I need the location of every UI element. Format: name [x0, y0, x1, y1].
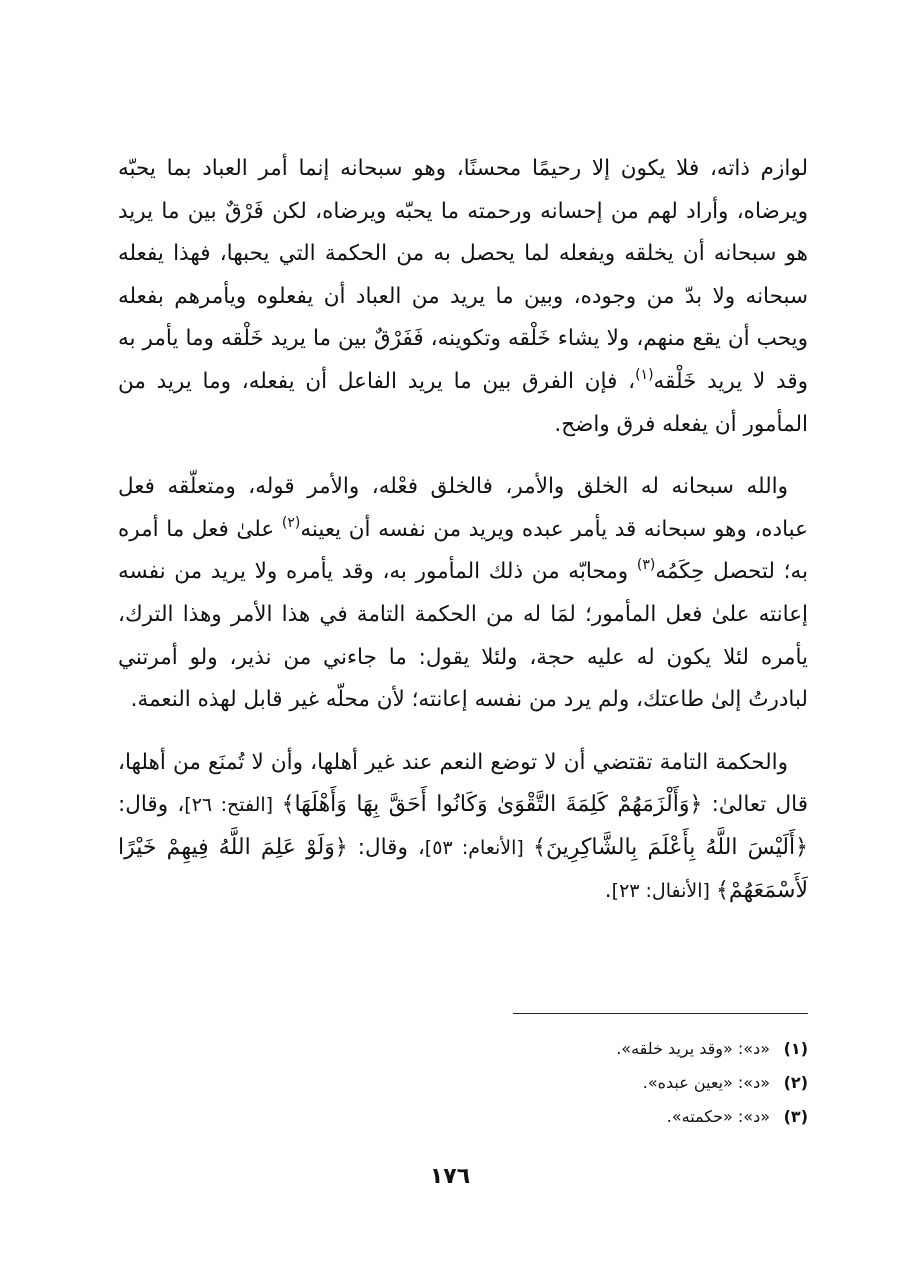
footnote-2 [408, 1066, 808, 1100]
footnote-number: (١) [783, 1039, 808, 1058]
paragraph-2-part-1: والله سبحانه له الخلق والأمر، فالخلق فعْله، والأمر قوله، ومتعلّقه فعل عباده، وهو سبحانه قد يأمر عبده ويريد من نفسه أن يعينه [118, 474, 809, 542]
paragraph-1-text: لوازم ذاته، فلا يكون إلا رحيمًا محسنًا، وهو سبحانه إنما أمر العباد بما يحبّه ويرضاه، وأراد لهم من إحسانه ورحمته ما يحبّه ويرضاه، لكن فَرْقٌ بين ما يريد هو سبحانه أن يخلقه ويفعله لما يحصل به من الحكمة التي يحبها، فهذا يفعله سبحانه ولا بدّ من وجوده، وبين ما يريد من العباد أن يفعلوه ويأمرهم بفعله ويحب أن يقع منهم، ولا يشاء خَلْقه وتكوينه، فَفَرْقٌ بين ما يريد خَلْقه وما يأمر به وقد لا يريد خَلْقه [118, 156, 808, 394]
paragraph-1-tail: ، فإن الفرق بين ما يريد الفاعل أن يفعله، وما يريد من المأمور أن يفعله فرق واضح. [118, 368, 808, 437]
footnote-number: (٣) [783, 1107, 808, 1126]
footnote-ref-1[interactable]: (١) [635, 366, 654, 383]
footnote-1 [408, 1032, 808, 1066]
verse-citation-2: [الأنعام: ٥٣] [424, 836, 534, 859]
paragraph-3 [118, 742, 808, 912]
paragraph-2-part-3: ومحابّه من ذلك المأمور به، وقد يأمره ولا يريد من نفسه إعانته علىٰ فعل المأمور؛ لمَا له من الحكمة التامة في هذا الأمر وهذا الترك، يأمره لئلا يكون له عليه حجة، ولئلا يقول: ما جاءني من نذير، ولو أمرتني لبادرتُ إلىٰ طاعتك، ولم يرد من نفسه إعانته؛ لأن محلّه غير قابل لهذه النعمة. [118, 559, 808, 713]
verse-citation-1: [الفتح: ٢٦] [184, 794, 282, 817]
footnote-text: «د»: «وقد يريد خلقه». [616, 1039, 770, 1058]
verse-citation-3: [الأنفال: ٢٣] [611, 879, 716, 902]
footnote-ref-3[interactable]: (٣) [636, 557, 656, 574]
quran-verse-3: ﴿وَلَوْ عَلِمَ اللَّهُ فِيهِمْ خَيْرًا لَأَسْمَعَهُمْ﴾ [118, 834, 808, 903]
footnote-number: (٢) [783, 1073, 808, 1092]
footnote-text: «د»: «يعين عبده». [642, 1073, 770, 1092]
paragraph-3-part-2: ، وقال: [118, 792, 185, 818]
paragraph-2 [118, 466, 808, 722]
footnotes [408, 1032, 808, 1134]
paragraph-3-part-4: . [604, 877, 612, 903]
page-number: ١٧٦ [429, 1164, 471, 1189]
paragraph-1 [118, 148, 808, 446]
footnote-3 [408, 1100, 808, 1134]
page-body [118, 148, 808, 932]
footnote-separator [513, 1013, 808, 1014]
footnote-text: «د»: «حكمته». [666, 1107, 770, 1126]
quran-verse-2: ﴿أَلَيْسَ اللَّهُ بِأَعْلَمَ بِالشَّاكِرِينَ﴾ [533, 834, 809, 860]
paragraph-2-part-2: علىٰ فعل ما أمره به؛ لتحصل حِكَمُه [118, 516, 808, 585]
footnote-ref-2[interactable]: (٢) [281, 514, 301, 531]
paragraph-3-part-1: والحكمة التامة تقتضي أن لا توضع النعم عند غير أهلها، وأن لا تُمنَع من أهلها، قال تعالىٰ: [118, 749, 808, 818]
quran-verse-1: ﴿وَأَلْزَمَهُمْ كَلِمَةَ التَّقْوَىٰ وَكَانُوا أَحَقَّ بِهَا وَأَهْلَهَا﴾ [281, 792, 703, 818]
paragraph-3-part-3: ، وقال: [347, 834, 425, 860]
